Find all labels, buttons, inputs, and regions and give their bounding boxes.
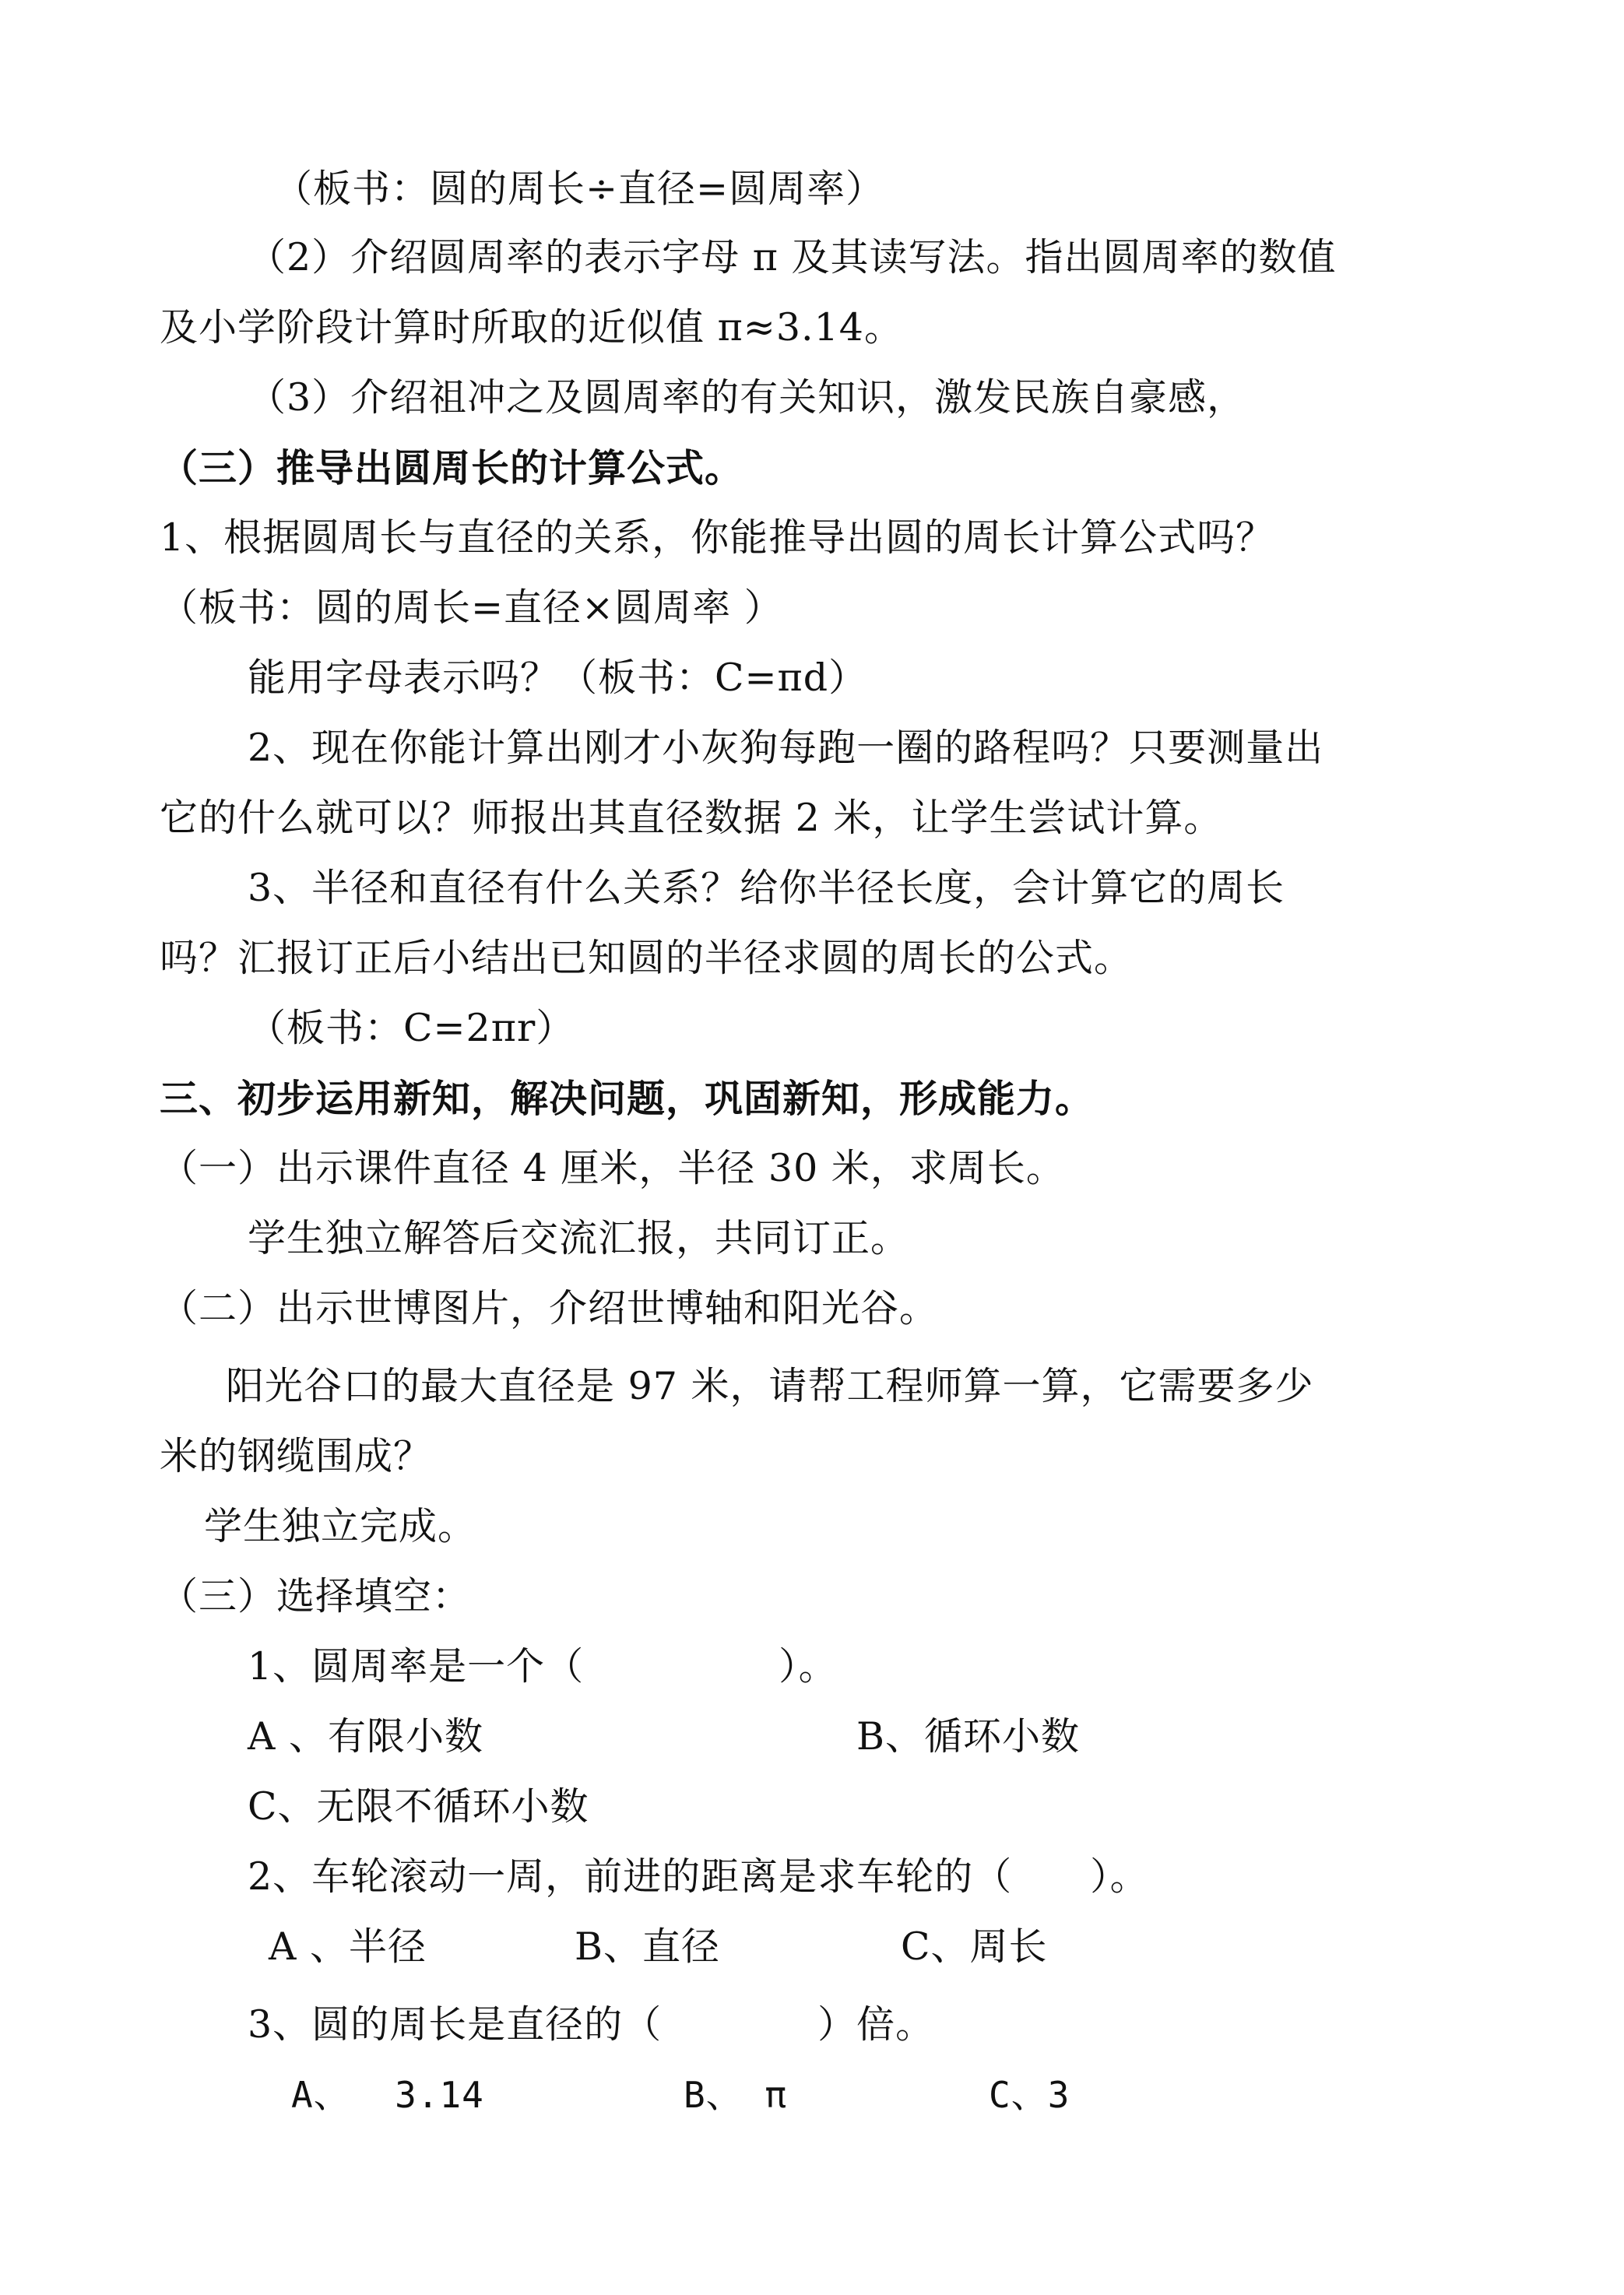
text-line: 及小学阶段计算时所取的近似值 π≈3.14。 (160, 305, 903, 350)
text-line: 吗？汇报订正后小结出已知圆的半径求圆的周长的公式。 (160, 936, 1134, 980)
text-line: （一）出示课件直径 4 厘米，半径 30 米，求周长。 (160, 1146, 1065, 1190)
text-line: （板书：圆的周长÷直径=圆周率） (274, 167, 885, 211)
question-3: 3、圆的周长是直径的（ ）倍。 (248, 2002, 935, 2047)
text-line: 它的什么就可以？师报出其直径数据 2 米，让学生尝试计算。 (160, 796, 1223, 840)
question-3-option-c: C、3 (989, 2074, 1070, 2116)
section-heading: （三）推导出圆周长的计算公式。 (160, 445, 744, 490)
text-line: 学生独立完成。 (204, 1504, 477, 1548)
text-line: （三）选择填空： (160, 1574, 472, 1618)
question-3-option-a: A、 3.14 (291, 2074, 484, 2116)
question-2: 2、车轮滚动一周，前进的距离是求车轮的（ ）。 (248, 1854, 1149, 1899)
text-line: （2）介绍圆周率的表示字母 π 及其读写法。指出圆周率的数值 (248, 235, 1337, 279)
text-line: （3）介绍祖冲之及圆周率的有关知识，激发民族自豪感， (248, 375, 1246, 420)
question-2-option-a: A 、半径 (269, 1924, 427, 1969)
text-line: 1、根据圆周长与直径的关系，你能推导出圆的周长计算公式吗？ (160, 515, 1275, 560)
text-line: 米的钢缆围成？ (160, 1434, 433, 1478)
text-line: 阳光谷口的最大直径是 97 米，请帮工程师算一算，它需要多少 (226, 1364, 1314, 1408)
text-line: （板书：圆的周长=直径×圆周率 ） (160, 585, 783, 630)
text-line: 能用字母表示吗？（板书：C=πd） (248, 655, 868, 700)
question-3-option-b: B、 π (684, 2074, 788, 2116)
question-2-option-c: C、周长 (901, 1924, 1048, 1969)
text-line: 3、半径和直径有什么关系？给你半径长度，会计算它的周长 (248, 866, 1285, 910)
question-1-option-a: A 、有限小数 (248, 1714, 483, 1759)
question-2-option-b: B、直径 (575, 1924, 721, 1969)
question-1-option-b: B、循环小数 (856, 1714, 1081, 1759)
section-heading: 三、初步运用新知，解决问题，巩固新知，形成能力。 (160, 1076, 1095, 1121)
question-1-option-c: C、无限不循环小数 (248, 1784, 589, 1829)
text-line: （板书：C=2πr） (248, 1006, 575, 1050)
text-line: 学生独立解答后交流汇报，共同订正。 (248, 1216, 910, 1260)
question-1: 1、圆周率是一个（ ）。 (248, 1644, 838, 1689)
text-line: 2、现在你能计算出刚才小灰狗每跑一圈的路程吗？只要测量出 (248, 726, 1324, 770)
text-line: （二）出示世博图片，介绍世博轴和阳光谷。 (160, 1286, 939, 1330)
